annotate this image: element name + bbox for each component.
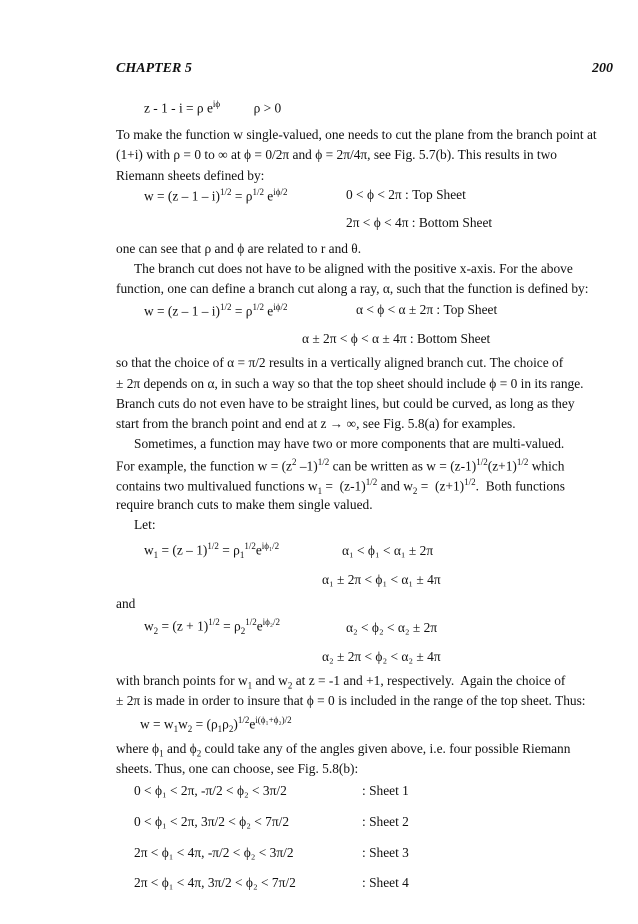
paragraph-line: function, one can define a branch cut along a ray, α, such that the function is defined by: <box>116 281 589 296</box>
equation-w-definition: $w = (z - 1 - i)^{1/2} = \rho^{1/2}$ $e^{i\phi/2}$ <box>144 187 288 204</box>
page-number: 200 <box>592 61 613 76</box>
equation-w2: $w_2 = (z + 1)^{1/2} = \rho_2^{1/2}e^{i\phi_2/2}$ <box>144 617 281 637</box>
equation-w2-bottom: α₂ ± 2π < ϕ₂ < α₂ ± 4π <box>322 649 441 664</box>
paragraph-line: start from the branch point and end at z → ∞, see Fig. 5.8(a) for examples. <box>116 416 516 431</box>
paragraph-line: so that the choice of α = π/2 results in a vertically aligned branch cut. The choice of <box>116 355 564 370</box>
equation-w1: $w_1 = (z - 1)^{1/2} = \rho_1^{1/2}e^{i\phi_1/2}$ <box>144 541 280 561</box>
paragraph-line: To make the function w single-valued, one needs to cut the plane from the branch point at <box>116 127 597 142</box>
equation-w1-top: α₁ < ϕ₁ < α₁ ± 2π <box>342 543 434 558</box>
equation-top-sheet: 0 < ϕ < 2π : Top Sheet <box>346 187 466 202</box>
paragraph-line: require branch cuts to make them single valued. <box>116 497 373 512</box>
equation-w-product: $w = w_1w_2 = (\rho_1\rho_2)^{1/2}e^{i(\phi_1+\phi_2)/2}$ <box>140 715 292 735</box>
equation-polar-form: z - 1 - i = ρ $e^{i\phi}$ ρ > 0 <box>144 99 282 116</box>
equation-bottom-sheet: 2π < ϕ < 4π : Bottom Sheet <box>346 215 493 230</box>
paragraph-line: For example, the function $w = (z^2$ –1)$^{1/2}$ can be written as $w = (z-1)^{1/2}(z+1)^{1/2}$ which <box>116 457 565 474</box>
paragraph-line: where $\phi_1$ and $\phi_2$ could take any of the angles given above, i.e. four possible Riemann <box>116 741 571 759</box>
paragraph-line: ± 2π depends on α, in such a way so that the top sheet should include ϕ = 0 in its range. <box>116 376 584 391</box>
sheet-range: 2π < ϕ₁ < 4π, -π/2 < ϕ₂ < 3π/2 <box>134 845 294 860</box>
sheet-range: 0 < ϕ₁ < 2π, 3π/2 < ϕ₂ < 7π/2 <box>134 814 290 829</box>
let-label: Let: <box>134 517 156 532</box>
paragraph-line: contains two multivalued functions $w_1 = (z-1)^{1/2}$ and $w_2 = (z+1)^{1/2}$. Both functions <box>116 477 565 497</box>
paragraph-line: Sometimes, a function may have two or more components that are multi-valued. <box>134 436 565 451</box>
paragraph-line: (1+i) with ρ = 0 to ∞ at ϕ = 0/2π and ϕ = 2π/4π, see Fig. 5.7(b). This results in two <box>116 147 557 162</box>
sheet-range: 0 < ϕ₁ < 2π, -π/2 < ϕ₂ < 3π/2 <box>134 783 287 798</box>
sheet-label: : Sheet 4 <box>362 875 409 890</box>
equation-bottom-sheet-alpha: α ± 2π < ϕ < α ± 4π : Bottom Sheet <box>302 331 491 346</box>
paragraph-line: one can see that ρ and ϕ are related to r and θ. <box>116 241 362 256</box>
equation-w1-bottom: α₁ ± 2π < ϕ₁ < α₁ ± 4π <box>322 572 441 587</box>
sheet-label: : Sheet 1 <box>362 783 409 798</box>
equation-w-definition-alpha: $w = (z - 1 - i)^{1/2} = \rho^{1/2}$ $e^{i\phi/2}$ <box>144 302 288 319</box>
paragraph-line: The branch cut does not have to be aligned with the positive x-axis. For the above <box>134 261 573 276</box>
chapter-heading: CHAPTER 5 <box>116 61 192 76</box>
paragraph-line: sheets. Thus, one can choose, see Fig. 5.8(b): <box>116 761 359 776</box>
sheet-label: : Sheet 2 <box>362 814 409 829</box>
equation-w2-top: α₂ < ϕ₂ < α₂ ± 2π <box>346 620 438 635</box>
and-label: and <box>116 596 136 611</box>
paragraph-line: Riemann sheets defined by: <box>116 168 265 183</box>
paragraph-line: with branch points for $w_1$ and $w_2$ at z = -1 and +1, respectively. Again the choice of <box>116 673 566 691</box>
sheet-range: 2π < ϕ₁ < 4π, 3π/2 < ϕ₂ < 7π/2 <box>134 875 296 890</box>
paragraph-line: ± 2π is made in order to insure that ϕ = 0 is included in the range of the top sheet. Thus: <box>116 693 586 708</box>
sheet-label: : Sheet 3 <box>362 845 409 860</box>
paragraph-line: Branch cuts do not even have to be straight lines, but could be curved, as long as they <box>116 396 575 411</box>
equation-top-sheet-alpha: α < ϕ < α ± 2π : Top Sheet <box>356 302 498 317</box>
